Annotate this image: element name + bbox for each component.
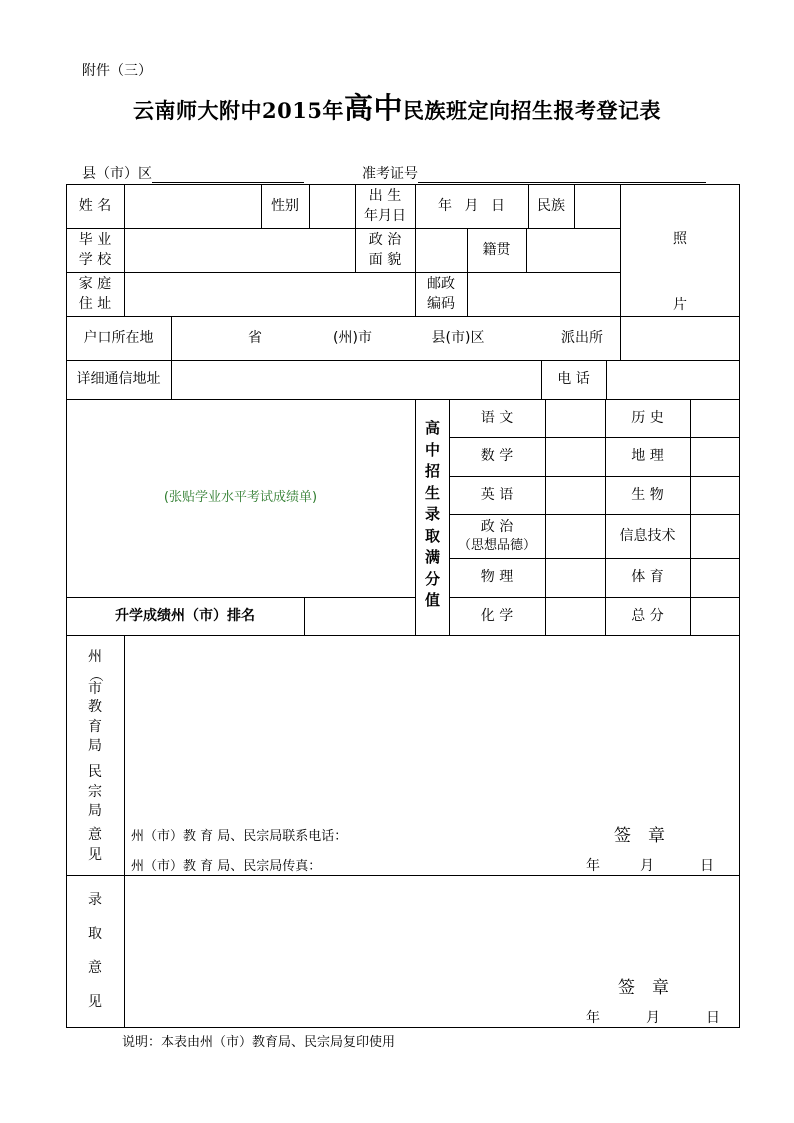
- county-label: 县（市）区: [82, 166, 152, 182]
- side-char: 值: [424, 591, 440, 609]
- side-char: 教: [88, 699, 102, 715]
- county-field: [82, 163, 304, 183]
- home-label-bottom: 住 址: [78, 296, 112, 312]
- bureau-phone-label: 州（市）教 育 局、民宗局联系电话：: [131, 829, 348, 844]
- bureau-seal-label: 签 章: [614, 826, 665, 846]
- subject-biology: 生 物: [631, 486, 664, 503]
- side-char: 见: [88, 994, 102, 1010]
- ticket-label: 准考证号: [362, 166, 418, 182]
- phone-label: 电 话: [557, 371, 590, 388]
- subject-politics-sub: （思想品德）: [457, 537, 536, 553]
- subject-total: 总 分: [631, 607, 664, 624]
- side-char: 局: [88, 738, 102, 754]
- score-input-biology[interactable]: [691, 477, 739, 514]
- paste-area: (张贴学业水平考试成绩单): [163, 489, 318, 505]
- school-input[interactable]: [125, 229, 355, 272]
- admission-opinion-input[interactable]: [125, 876, 739, 971]
- bureau-year-label: 年: [586, 858, 600, 874]
- ticket-blank[interactable]: [418, 166, 706, 183]
- admission-month-label: 月: [646, 1010, 660, 1026]
- gender-input[interactable]: [310, 185, 355, 228]
- postal-label-top: 邮政: [427, 275, 455, 292]
- admission-opinion-side-label: [66, 893, 124, 1015]
- footnote: 说明：本表由州（市）教育局、民宗局复印使用: [122, 1035, 396, 1050]
- side-char: 见: [88, 846, 102, 863]
- postal-input[interactable]: [468, 273, 620, 316]
- score-input-chinese[interactable]: [546, 400, 605, 437]
- birth-label: [355, 184, 415, 228]
- bureau-opinion-input[interactable]: [125, 636, 739, 816]
- school-label: [66, 228, 124, 272]
- political-label-top: 政 治: [368, 231, 402, 248]
- score-input-geography[interactable]: [691, 438, 739, 476]
- score-input-it[interactable]: [691, 515, 739, 558]
- side-char: 满: [424, 548, 440, 566]
- hukou-label: 户口所在地: [83, 329, 154, 346]
- side-char: 生: [424, 483, 440, 502]
- ticket-field: [362, 163, 706, 183]
- subject-pe: 体 育: [631, 569, 664, 586]
- score-input-chemistry[interactable]: [546, 598, 605, 635]
- birth-label-top: 出 生: [368, 187, 402, 204]
- admission-seal-label: 签 章: [618, 978, 669, 998]
- page-title: [0, 86, 794, 127]
- side-char: 州: [88, 649, 102, 665]
- side-char: （: [87, 668, 103, 682]
- score-input-physics[interactable]: [546, 559, 605, 597]
- score-input-math[interactable]: [546, 438, 605, 476]
- subject-chemistry: 化 学: [480, 607, 514, 624]
- side-char: 取: [424, 526, 440, 545]
- hukou-police[interactable]: 派出所: [561, 329, 603, 346]
- score-input-english[interactable]: [546, 477, 605, 514]
- subject-politics-label: 政 治: [480, 518, 514, 535]
- subject-politics: [449, 514, 545, 558]
- postal-label: [415, 272, 467, 316]
- home-label-top: 家 庭: [78, 275, 112, 292]
- rank-label: 升学成绩州（市）排名: [115, 607, 255, 624]
- side-char: 局: [88, 803, 102, 819]
- side-char: 意: [88, 827, 102, 843]
- side-char: 育: [88, 718, 102, 735]
- subject-physics: 物 理: [480, 569, 514, 586]
- postal-label-bottom: 编码: [427, 296, 455, 312]
- side-char: 民: [88, 764, 102, 780]
- admission-day-label: 日: [706, 1010, 720, 1026]
- bureau-fax-label: 州（市）教 育 局、民宗局传真：: [131, 859, 322, 874]
- side-char: 意: [88, 960, 102, 976]
- side-char: 取: [88, 926, 102, 942]
- address-label: 详细通信地址: [76, 371, 161, 388]
- bureau-day-label: 日: [700, 858, 714, 874]
- photo-label-top: 照: [673, 230, 687, 247]
- political-label-bottom: 面 貌: [368, 252, 402, 268]
- address-input[interactable]: [172, 361, 541, 399]
- side-char: 分: [424, 569, 440, 588]
- subject-geography: 地 理: [631, 448, 664, 465]
- title-suffix: 民族班定向招生报考登记表: [402, 98, 661, 123]
- side-char: 招: [424, 462, 440, 480]
- school-label-bottom: 学 校: [78, 252, 112, 268]
- annex-label: 附件（三）: [82, 63, 152, 79]
- max-score-side-label: [416, 421, 449, 615]
- ethnic-label: 民族: [537, 197, 565, 214]
- birth-label-bottom: 年月日: [364, 208, 406, 224]
- home-label: [66, 272, 124, 316]
- political-label: [355, 228, 415, 272]
- hukou-city[interactable]: (州)市: [333, 329, 372, 346]
- home-input[interactable]: [125, 273, 415, 316]
- ethnic-input[interactable]: [575, 185, 620, 228]
- school-label-top: 毕 业: [78, 231, 112, 248]
- side-char: 录: [88, 892, 102, 908]
- subject-it: 信息技术: [619, 527, 676, 544]
- photo-label-bottom: 片: [673, 296, 687, 313]
- side-char: 宗: [88, 783, 102, 800]
- hukou-province[interactable]: 省: [248, 329, 262, 346]
- score-input-history[interactable]: [691, 400, 739, 437]
- admission-year-label: 年: [586, 1010, 600, 1026]
- birth-date-input[interactable]: 年 月 日: [438, 197, 505, 214]
- subject-math: 数 学: [480, 448, 514, 465]
- side-char: 高: [424, 419, 440, 437]
- subject-history: 历 史: [631, 409, 664, 426]
- bureau-opinion-side-label: [66, 650, 124, 867]
- score-input-pe[interactable]: [691, 559, 739, 597]
- score-input-politics[interactable]: [546, 515, 605, 558]
- gender-label: 性别: [271, 197, 299, 214]
- county-blank[interactable]: [152, 166, 304, 183]
- bureau-month-label: 月: [640, 858, 654, 874]
- score-input-total[interactable]: [691, 598, 739, 635]
- subject-english: 英 语: [480, 486, 514, 503]
- side-char: 中: [424, 440, 440, 459]
- name-label: 姓 名: [78, 197, 112, 214]
- subject-chinese: 语 文: [480, 409, 514, 426]
- phone-input[interactable]: [607, 361, 739, 399]
- title-prefix: 云南师大附中2015年: [133, 98, 344, 123]
- rank-input[interactable]: [305, 598, 415, 635]
- title-emphasis: 高中: [343, 91, 403, 125]
- native-label: 籍贯: [482, 241, 511, 258]
- native-input[interactable]: [527, 229, 620, 272]
- name-input[interactable]: [125, 185, 261, 228]
- hukou-county[interactable]: 县(市)区: [431, 329, 485, 346]
- side-char: 录: [424, 505, 440, 523]
- side-char: 市: [88, 681, 102, 697]
- political-input[interactable]: [416, 229, 467, 272]
